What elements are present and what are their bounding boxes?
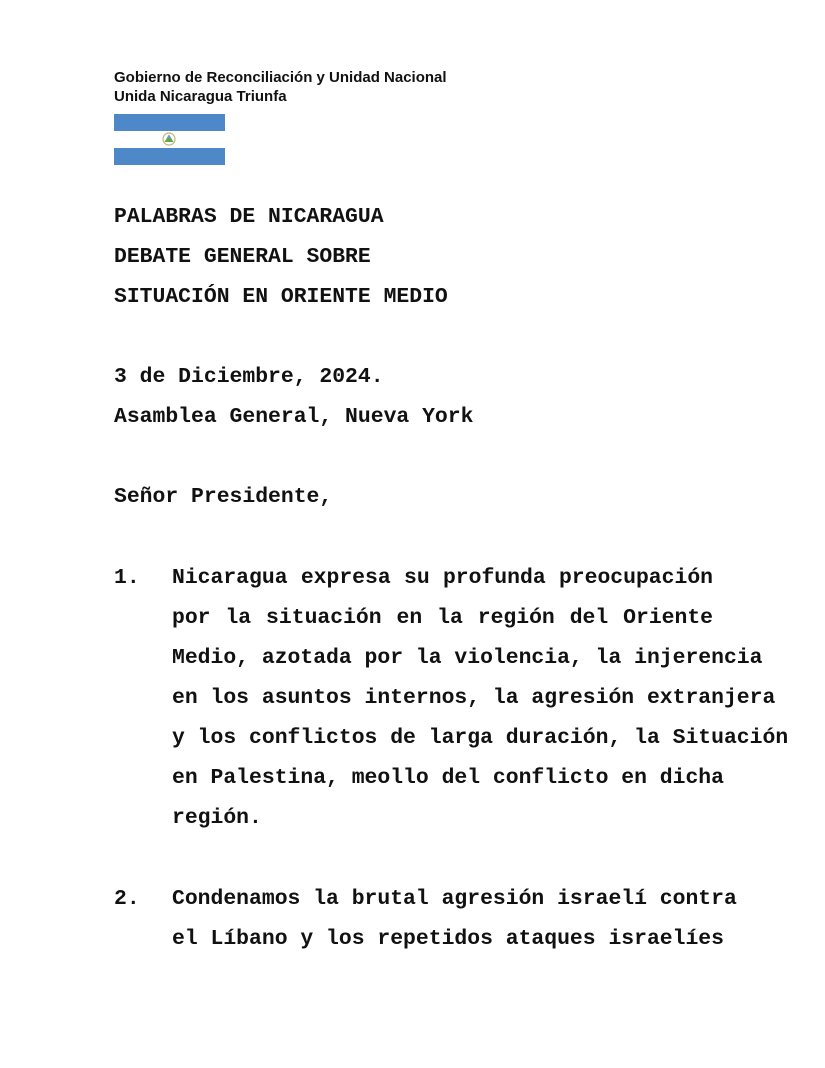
paragraph-line: en Palestina, meollo del conflicto en dicha (172, 766, 724, 790)
paragraph-text (172, 558, 789, 838)
title-line: PALABRAS DE NICARAGUA (114, 205, 384, 229)
paragraph-line: en los asuntos internos, la agresión extranjera (172, 686, 776, 710)
paragraph-text (172, 879, 737, 959)
paragraph-line: y los conflictos de larga duración, la Situación (172, 726, 789, 750)
paragraph-number: 1. (114, 566, 140, 590)
paragraph-number: 2. (114, 887, 140, 911)
government-name: Gobierno de Reconciliación y Unidad Nacional (114, 69, 447, 86)
salutation-block (114, 477, 332, 517)
paragraph-line: región. (172, 806, 262, 830)
flag-bottom-stripe (114, 148, 225, 165)
nicaragua-flag-icon (114, 114, 225, 165)
flag-top-stripe (114, 114, 225, 131)
document-title (114, 197, 448, 317)
paragraph-2 (114, 879, 737, 959)
location: Asamblea General, Nueva York (114, 405, 474, 429)
paragraph-line: Nicaragua expresa su profunda preocupación (172, 566, 713, 590)
paragraph-line: por la situación en la región del Oriente (172, 606, 713, 630)
salutation: Señor Presidente, (114, 485, 333, 509)
title-line: SITUACIÓN EN ORIENTE MEDIO (114, 285, 448, 309)
paragraph-line: el Líbano y los repetidos ataques israelíes (172, 927, 724, 951)
document-header (114, 68, 447, 106)
document-meta (114, 357, 473, 437)
paragraph-1 (114, 558, 789, 838)
government-slogan: Unida Nicaragua Triunfa (114, 88, 287, 105)
paragraph-line: Condenamos la brutal agresión israelí contra (172, 887, 737, 911)
paragraph-line: Medio, azotada por la violencia, la injerencia (172, 646, 763, 670)
title-line: DEBATE GENERAL SOBRE (114, 245, 371, 269)
flag-middle-stripe (114, 131, 225, 148)
coat-of-arms-icon (162, 132, 176, 146)
date: 3 de Diciembre, 2024. (114, 365, 384, 389)
